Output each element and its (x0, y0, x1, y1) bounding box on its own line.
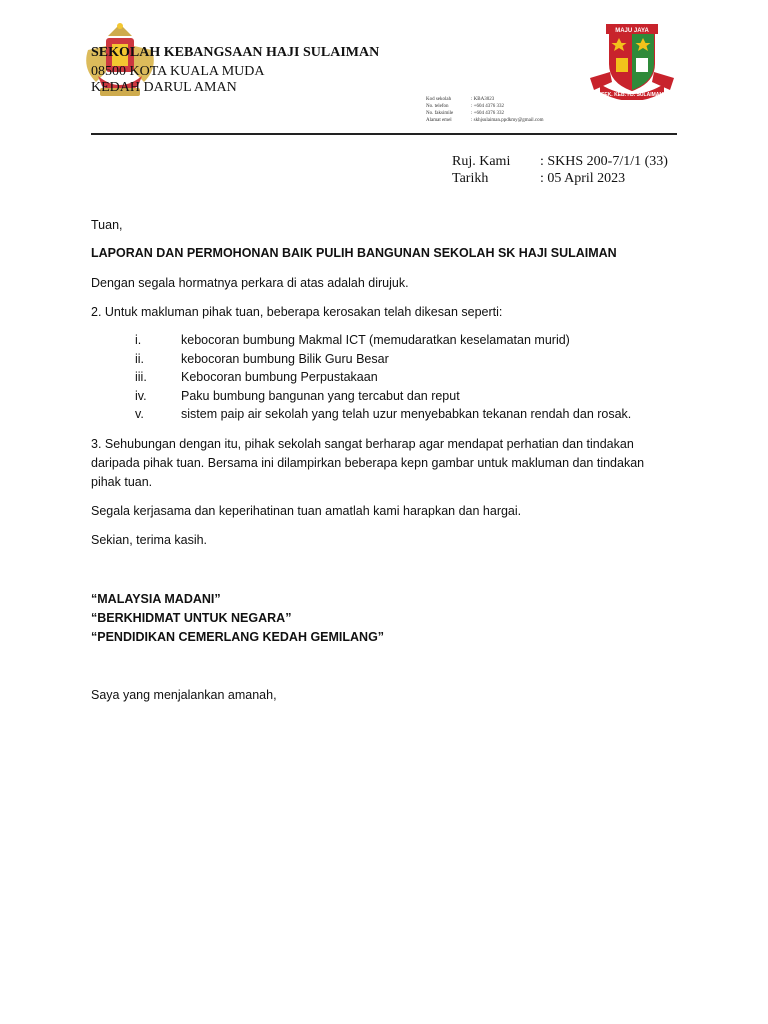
paragraph-1: Dengan segala hormatnya perkara di atas adalah dirujuk. (91, 276, 409, 290)
contact-row: No. telefon : +604 4376 332 (426, 104, 504, 109)
contact-block (426, 96, 544, 124)
address-line-2: KEDAH DARUL AMAN (91, 80, 237, 95)
signoff: Saya yang menjalankan amanah, (91, 688, 277, 702)
school-shield-logo (586, 20, 678, 100)
paragraph-3: 3. Sehubungan dengan itu, pihak sekolah sangat berharap agar mendapat perhatian dan tindakan daripada pihak tuan. Bersama ini dilampirkan beberapa kepn gambar untuk makluman dan tindakan pihak tuan. (91, 437, 645, 489)
list-item: ii. kebocoran bumbung Bilik Guru Besar (135, 351, 389, 366)
school-name: SEKOLAH KEBANGSAAN HAJI SULAIMAN (91, 45, 380, 60)
list-item: v. sistem paip air sekolah yang telah uzur menyebabkan tekanan rendah dan rosak. (135, 407, 632, 422)
damage-list (135, 331, 631, 424)
closing-line: Sekian, terima kasih. (91, 533, 208, 547)
header-divider (91, 133, 677, 135)
paragraph-4: Segala kerjasama dan keperihatinan tuan amatlah kami harapkan dan hargai. (91, 504, 522, 518)
paragraph-2: 2. Untuk makluman pihak tuan, beberapa kerosakan telah dikesan seperti: (91, 305, 503, 319)
list-item: iii. Kebocoran bumbung Perpustakaan (135, 370, 378, 385)
ruj-row: Ruj. Kami : SKHS 200-7/1/1 (33) (452, 154, 668, 169)
reference-block (452, 153, 668, 187)
motto-line: “MALAYSIA MADANI” (91, 592, 221, 606)
contact-row: Alamat emel : skhjsulaiman.ppdkmy@gmail.com (426, 118, 544, 123)
logo-banner-top: MAJU JAYA (615, 28, 649, 34)
contact-row: No. faksimile : +604 4376 332 (426, 111, 504, 116)
motto-line: “BERKHIDMAT UNTUK NEGARA” (91, 611, 292, 625)
motto-line: “PENDIDIKAN CEMERLANG KEDAH GEMILANG” (91, 630, 385, 644)
contact-row: Kod sekolah : KBA3023 (426, 97, 495, 102)
tarikh-row: Tarikh : 05 April 2023 (452, 171, 626, 186)
list-item: iv. Paku bumbung bangunan yang tercabut dan reput (135, 388, 460, 403)
list-item: i. kebocoran bumbung Makmal ICT (memudaratkan keselamatan murid) (135, 333, 570, 347)
salutation: Tuan, (91, 218, 123, 232)
letter-subject: LAPORAN DAN PERMOHONAN BAIK PULIH BANGUNAN SEKOLAH SK HAJI SULAIMAN (91, 246, 617, 260)
motto-block (91, 590, 671, 647)
address-line-1: 08500 KOTA KUALA MUDA (91, 64, 265, 79)
logo-banner-bottom: SEK. KEB. HJ. SULAIMAN (601, 92, 663, 98)
